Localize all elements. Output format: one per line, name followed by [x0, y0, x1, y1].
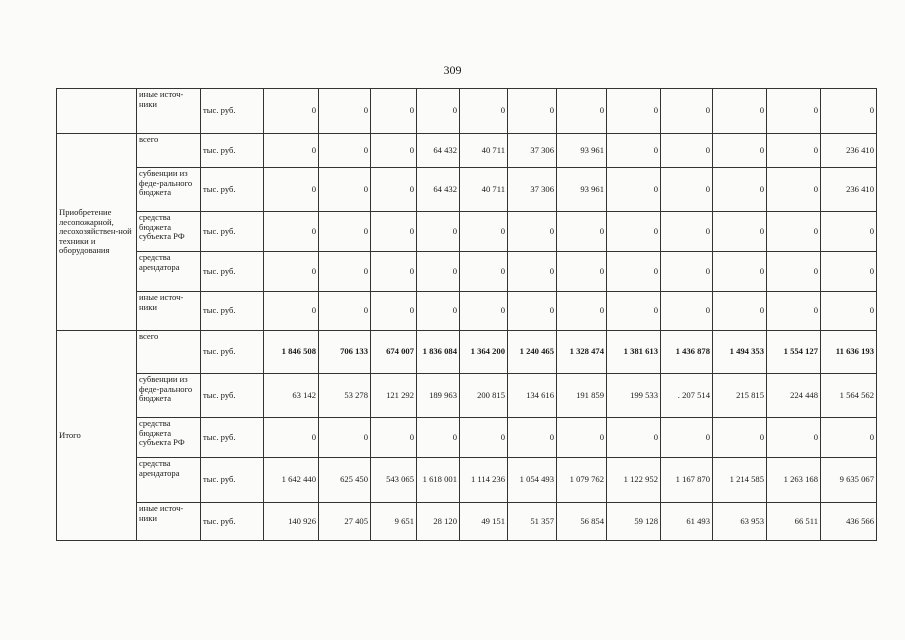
value-cell: 0 — [767, 252, 821, 292]
value-cell: 0 — [607, 252, 661, 292]
value-cell: 0 — [460, 418, 508, 458]
unit-cell: тыс. руб. — [201, 292, 264, 331]
value-cell: 199 533 — [607, 374, 661, 418]
funding-source-cell: иные источ-ники — [137, 89, 201, 134]
value-cell: 0 — [767, 418, 821, 458]
unit-cell: тыс. руб. — [201, 503, 264, 541]
funding-source-cell: всего — [137, 331, 201, 374]
funding-source-cell: субвенции из феде-рального бюджета — [137, 374, 201, 418]
unit-cell: тыс. руб. — [201, 418, 264, 458]
value-cell: 0 — [319, 252, 371, 292]
value-cell: 1 564 562 — [821, 374, 877, 418]
value-cell: 0 — [417, 252, 460, 292]
value-cell: 0 — [767, 212, 821, 252]
value-cell: 11 636 193 — [821, 331, 877, 374]
value-cell: 0 — [821, 292, 877, 331]
value-cell: 0 — [417, 89, 460, 134]
value-cell: 0 — [607, 134, 661, 168]
value-cell: 9 651 — [371, 503, 417, 541]
table-row — [57, 331, 877, 374]
value-cell: 0 — [713, 168, 767, 212]
section-title-cell: Итого — [57, 331, 137, 541]
funding-source-cell: средства бюджета субъекта РФ — [137, 418, 201, 458]
unit-cell: тыс. руб. — [201, 374, 264, 418]
value-cell: 0 — [371, 292, 417, 331]
value-cell: 625 450 — [319, 458, 371, 503]
value-cell: 0 — [508, 212, 557, 252]
value-cell: 224 448 — [767, 374, 821, 418]
value-cell: 59 128 — [607, 503, 661, 541]
value-cell: 0 — [607, 292, 661, 331]
value-cell: 1 494 353 — [713, 331, 767, 374]
value-cell: 0 — [607, 168, 661, 212]
value-cell: 0 — [557, 89, 607, 134]
unit-cell: тыс. руб. — [201, 458, 264, 503]
table-row — [57, 418, 877, 458]
value-cell: 0 — [661, 168, 713, 212]
value-cell: 0 — [607, 212, 661, 252]
budget-table — [56, 88, 877, 541]
value-cell: 0 — [713, 89, 767, 134]
value-cell: 28 120 — [417, 503, 460, 541]
value-cell: 0 — [371, 89, 417, 134]
value-cell: 0 — [264, 89, 319, 134]
value-cell: 0 — [460, 292, 508, 331]
value-cell: 140 926 — [264, 503, 319, 541]
value-cell: 0 — [557, 212, 607, 252]
value-cell: 0 — [417, 418, 460, 458]
value-cell: 436 566 — [821, 503, 877, 541]
value-cell: 0 — [319, 212, 371, 252]
table-row — [57, 252, 877, 292]
value-cell: 0 — [508, 418, 557, 458]
value-cell: 0 — [460, 89, 508, 134]
value-cell: 236 410 — [821, 134, 877, 168]
value-cell: 51 357 — [508, 503, 557, 541]
value-cell: 37 306 — [508, 168, 557, 212]
value-cell: 0 — [821, 418, 877, 458]
value-cell: 0 — [319, 168, 371, 212]
value-cell: 1 381 613 — [607, 331, 661, 374]
value-cell: 121 292 — [371, 374, 417, 418]
value-cell: 0 — [661, 134, 713, 168]
value-cell: 0 — [767, 89, 821, 134]
value-cell: 66 511 — [767, 503, 821, 541]
funding-source-cell: всего — [137, 134, 201, 168]
value-cell: 0 — [417, 292, 460, 331]
unit-cell: тыс. руб. — [201, 252, 264, 292]
value-cell: 0 — [713, 134, 767, 168]
value-cell: 0 — [264, 168, 319, 212]
value-cell: 0 — [821, 212, 877, 252]
value-cell: 0 — [460, 252, 508, 292]
value-cell: 1 328 474 — [557, 331, 607, 374]
value-cell: 1 263 168 — [767, 458, 821, 503]
unit-cell: тыс. руб. — [201, 331, 264, 374]
value-cell: 1 114 236 — [460, 458, 508, 503]
unit-cell: тыс. руб. — [201, 89, 264, 134]
value-cell: 0 — [713, 252, 767, 292]
value-cell: . 207 514 — [661, 374, 713, 418]
value-cell: 0 — [417, 212, 460, 252]
value-cell: 40 711 — [460, 168, 508, 212]
table-row — [57, 458, 877, 503]
value-cell: 63 953 — [713, 503, 767, 541]
value-cell: 0 — [557, 418, 607, 458]
value-cell: 200 815 — [460, 374, 508, 418]
table-row — [57, 168, 877, 212]
value-cell: 0 — [661, 89, 713, 134]
value-cell: 56 854 — [557, 503, 607, 541]
table-row — [57, 134, 877, 168]
value-cell: 0 — [371, 134, 417, 168]
funding-source-cell: средства арендатора — [137, 252, 201, 292]
value-cell: 1 846 508 — [264, 331, 319, 374]
value-cell: 0 — [767, 168, 821, 212]
value-cell: 0 — [607, 418, 661, 458]
value-cell: 1 214 585 — [713, 458, 767, 503]
value-cell: 189 963 — [417, 374, 460, 418]
section-title-cell — [57, 89, 137, 134]
value-cell: 0 — [821, 89, 877, 134]
value-cell: 134 616 — [508, 374, 557, 418]
value-cell: 0 — [713, 418, 767, 458]
value-cell: 0 — [557, 252, 607, 292]
value-cell: 191 859 — [557, 374, 607, 418]
value-cell: 674 007 — [371, 331, 417, 374]
value-cell: 0 — [319, 134, 371, 168]
value-cell: 37 306 — [508, 134, 557, 168]
value-cell: 0 — [767, 134, 821, 168]
funding-source-cell: средства бюджета субъекта РФ — [137, 212, 201, 252]
value-cell: 0 — [508, 89, 557, 134]
value-cell: 61 493 — [661, 503, 713, 541]
table-row — [57, 292, 877, 331]
value-cell: 1 642 440 — [264, 458, 319, 503]
value-cell: 0 — [264, 252, 319, 292]
section-title-cell: Приобретение лесопожарной, лесохозяйствен-ной техники и оборудования — [57, 134, 137, 331]
table-row — [57, 374, 877, 418]
value-cell: 0 — [319, 292, 371, 331]
funding-source-cell: иные источ-ники — [137, 503, 201, 541]
value-cell: 0 — [821, 252, 877, 292]
value-cell: 93 961 — [557, 134, 607, 168]
value-cell: 0 — [661, 212, 713, 252]
value-cell: 0 — [661, 252, 713, 292]
value-cell: 0 — [661, 292, 713, 331]
value-cell: 1 364 200 — [460, 331, 508, 374]
value-cell: 1 554 127 — [767, 331, 821, 374]
funding-source-cell: субвенции из феде-рального бюджета — [137, 168, 201, 212]
value-cell: 9 635 067 — [821, 458, 877, 503]
value-cell: 93 961 — [557, 168, 607, 212]
value-cell: 1 836 084 — [417, 331, 460, 374]
value-cell: 0 — [713, 212, 767, 252]
funding-source-cell: иные источ-ники — [137, 292, 201, 331]
value-cell: 1 436 878 — [661, 331, 713, 374]
value-cell: 0 — [319, 89, 371, 134]
value-cell: 0 — [371, 168, 417, 212]
value-cell: 63 142 — [264, 374, 319, 418]
value-cell: 236 410 — [821, 168, 877, 212]
value-cell: 0 — [264, 418, 319, 458]
value-cell: 0 — [371, 252, 417, 292]
value-cell: 0 — [607, 89, 661, 134]
value-cell: 0 — [767, 292, 821, 331]
value-cell: 1 618 001 — [417, 458, 460, 503]
value-cell: 53 278 — [319, 374, 371, 418]
value-cell: 64 432 — [417, 168, 460, 212]
value-cell: 0 — [371, 212, 417, 252]
value-cell: 0 — [264, 134, 319, 168]
value-cell: 0 — [661, 418, 713, 458]
value-cell: 215 815 — [713, 374, 767, 418]
funding-source-cell: средства арендатора — [137, 458, 201, 503]
value-cell: 64 432 — [417, 134, 460, 168]
value-cell: 0 — [713, 292, 767, 331]
table-row — [57, 212, 877, 252]
page-number: 309 — [443, 63, 462, 77]
value-cell: 1 167 870 — [661, 458, 713, 503]
value-cell: 49 151 — [460, 503, 508, 541]
unit-cell: тыс. руб. — [201, 134, 264, 168]
value-cell: 40 711 — [460, 134, 508, 168]
value-cell: 543 065 — [371, 458, 417, 503]
value-cell: 1 054 493 — [508, 458, 557, 503]
value-cell: 1 079 762 — [557, 458, 607, 503]
value-cell: 0 — [371, 418, 417, 458]
value-cell: 706 133 — [319, 331, 371, 374]
value-cell: 0 — [460, 212, 508, 252]
unit-cell: тыс. руб. — [201, 168, 264, 212]
value-cell: 0 — [557, 292, 607, 331]
value-cell: 0 — [508, 292, 557, 331]
value-cell: 0 — [264, 212, 319, 252]
value-cell: 0 — [319, 418, 371, 458]
value-cell: 0 — [264, 292, 319, 331]
unit-cell: тыс. руб. — [201, 212, 264, 252]
table-row — [57, 89, 877, 134]
value-cell: 0 — [508, 252, 557, 292]
value-cell: 27 405 — [319, 503, 371, 541]
value-cell: 1 240 465 — [508, 331, 557, 374]
table-row — [57, 503, 877, 541]
value-cell: 1 122 952 — [607, 458, 661, 503]
